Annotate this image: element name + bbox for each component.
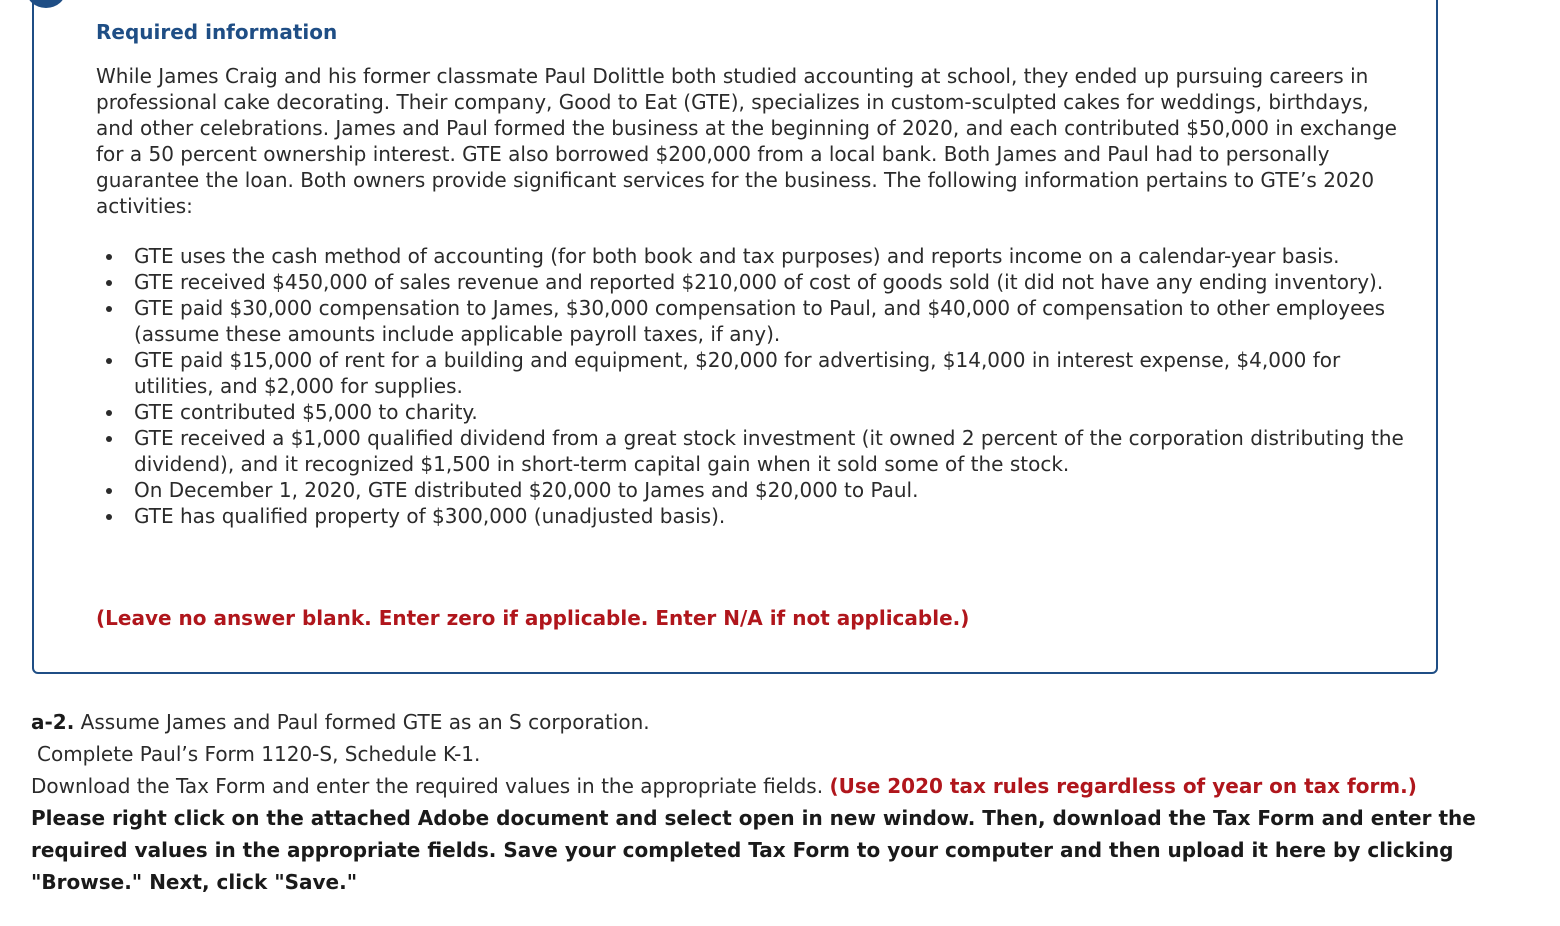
required-information-title: Required information (96, 20, 338, 44)
answer-instruction: (Leave no answer blank. Enter zero if applicable. Enter N/A if not applicable.) (96, 606, 970, 630)
scenario-facts-list (96, 243, 1406, 529)
question-prompt-line (31, 706, 1536, 738)
fact-item: GTE contributed $5,000 to charity. (134, 399, 1406, 425)
scenario-intro: While James Craig and his former classmate Paul Dolittle both studied accounting at school, they ended up pursuing careers in professional cake decorating. Their company, Good to Eat (GTE), specializes in custom-sculpted cakes for weddings, birthdays, and other celebrations. James and Paul formed the business at the beginning of 2020, and each contributed $50,000 in exchange for a 50 percent ownership interest. GTE also borrowed $200,000 from a local bank. Both James and Paul had to personally guarantee the loan. Both owners provide significant services for the business. The following information pertains to GTE’s 2020 activities: (96, 64, 1397, 218)
download-line (31, 770, 1536, 802)
fact-item: On December 1, 2020, GTE distributed $20,000 to James and $20,000 to Paul. (134, 477, 1406, 503)
fact-item: GTE received $450,000 of sales revenue and reported $210,000 of cost of goods sold (it did not have any ending inventory). (134, 269, 1406, 295)
fact-item: GTE received a $1,000 qualified dividend from a great stock investment (it owned 2 percent of the corporation distributing the dividend), and it recognized $1,500 in short-term capital gain when it sold some of the stock. (134, 425, 1406, 477)
upload-instructions: Please right click on the attached Adobe document and select open in new window. Then, download the Tax Form and enter the required values in the appropriate fields. Save your completed Tax Form to your computer and then upload it here by clicking "Browse." Next, click "Save." (31, 806, 1476, 894)
fact-item: GTE paid $30,000 compensation to James, $30,000 compensation to Paul, and $40,000 of compensation to other employees (assume these amounts include applicable payroll taxes, if any). (134, 295, 1406, 347)
question-label: a-2. (31, 710, 75, 734)
question-prompt: Assume James and Paul formed GTE as an S corporation. (80, 710, 650, 734)
download-text: Download the Tax Form and enter the required values in the appropriate fields. (31, 774, 824, 798)
fact-item: GTE has qualified property of $300,000 (unadjusted basis). (134, 503, 1406, 529)
tax-rule-note: (Use 2020 tax rules regardless of year on tax form.) (829, 774, 1417, 798)
fact-item: GTE paid $15,000 of rent for a building and equipment, $20,000 for advertising, $14,000 in interest expense, $4,000 for utilities, and $2,000 for supplies. (134, 347, 1406, 399)
question-task: Complete Paul’s Form 1120-S, Schedule K-1. (37, 742, 481, 766)
fact-item: GTE uses the cash method of accounting (for both book and tax purposes) and reports income on a calendar-year basis. (134, 243, 1406, 269)
question-a2 (31, 706, 1536, 898)
